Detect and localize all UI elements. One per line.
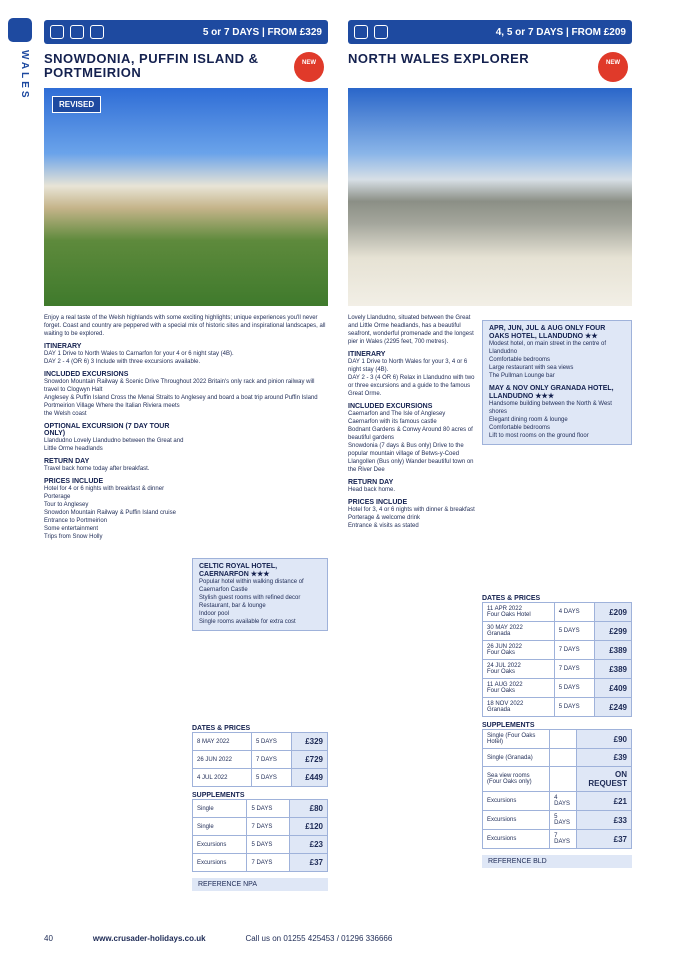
table-row (483, 679, 632, 698)
days-cell: 4 DAYS (554, 603, 595, 622)
itinerary-day: DAY 1 Drive to North Wales to Carnarfon for your 4 or 6 night stay (4B). (44, 351, 234, 357)
excursion-item: Portmeirion Village Where the Italian Riviera meets the Welsh coast (44, 403, 180, 417)
page-number: 40 (44, 934, 53, 943)
new-badge: NEW (598, 52, 628, 82)
table-row (483, 767, 632, 792)
hotel-name: MAY & NOV ONLY GRANADA HOTEL, LLANDUDNO ★★★ (489, 385, 614, 400)
hotel-feature: Comfortable bedrooms (489, 425, 551, 431)
price-include-item: Tour to Anglesey (44, 502, 89, 508)
new-badge: NEW (294, 52, 324, 82)
price-include-item: Hotel for 4 or 6 nights with breakfast & dinner (44, 486, 165, 492)
portmeirion-photo (44, 88, 328, 306)
price-cell: £389 (595, 660, 632, 679)
excursion-item: Snowdonia (7 days & Bus only) Drive to the popular mountain village of Betws-y-Coed (348, 443, 464, 457)
hotel-icon (70, 25, 84, 39)
supp-cell: Single (193, 800, 247, 818)
price-cell: £249 (595, 698, 632, 717)
tour-north-wales (348, 20, 632, 865)
supp-cell: Excursions (483, 830, 550, 849)
return-heading: RETURN DAY (44, 458, 90, 465)
table-row (483, 698, 632, 717)
date-cell: 24 JUL 2022 (487, 663, 521, 669)
side-tab-label: WALES (19, 50, 30, 101)
supp-cell: Single (Four Oaks Hotel) (483, 730, 550, 749)
supplements-heading: SUPPLEMENTS (482, 722, 535, 729)
table-row (483, 811, 632, 830)
table-row (483, 830, 632, 849)
supplements-table (192, 799, 328, 872)
website-link[interactable]: www.crusader-holidays.co.uk (92, 934, 206, 943)
days-cell: 5 DAYS (550, 811, 577, 830)
supp-cell: Excursions (193, 836, 247, 854)
tour-snowdonia (44, 20, 328, 888)
hotel-feature: The Pullman Lounge bar (489, 373, 555, 379)
table-row (483, 603, 632, 622)
itinerary-day: DAY 2 - 4 (OR 6) 3 Include with three excursions available. (44, 359, 201, 365)
table-row (483, 730, 632, 749)
hotel-feature: Comfortable bedrooms (489, 357, 551, 363)
section-tab (8, 18, 32, 42)
revised-tag: REVISED (52, 96, 101, 113)
hotel-cell: Four Oaks Hotel (487, 612, 531, 618)
hotel-feature: Large restaurant with sea views (489, 365, 574, 371)
date-cell: 18 NOV 2022 (487, 701, 524, 707)
date-cell: 26 JUN 2022 (487, 644, 523, 650)
supp-cell: Excursions (193, 854, 247, 872)
excursions-heading: INCLUDED EXCURSIONS (44, 371, 129, 378)
reference-code: REFERENCE NPA (192, 878, 328, 891)
prices-heading: PRICES INCLUDE (348, 499, 408, 506)
table-row (193, 800, 328, 818)
price-cell: £120 (289, 818, 327, 836)
intro: Enjoy a real taste of the Welsh highlands with some exciting highlights; unique experiences you'll never forget. Coast and country are peppered with a special mix of historic sites and inspirational landscapes, all waiting to be explored. (44, 315, 326, 337)
days-cell (550, 767, 577, 792)
days-cell (550, 749, 577, 767)
supp-cell: Excursions (483, 792, 550, 811)
days-cell: 5 DAYS (554, 622, 595, 641)
price-include-item: Porterage (44, 494, 71, 500)
page-footer (44, 934, 632, 943)
hotel-cell: Granada (487, 631, 511, 637)
supplements-heading: SUPPLEMENTS (192, 792, 245, 799)
gear-icon (354, 25, 368, 39)
hotel-cell: Four Oaks (487, 669, 516, 675)
from-price: FROM £329 (267, 26, 322, 38)
days-cell: 5 DAYS (247, 800, 289, 818)
excursion-item: Llangollen (Bus only) Wander beautiful town on the River Dee (348, 459, 474, 473)
hotel-feature: Stylish guest rooms with refined decor (199, 595, 301, 601)
excursions-heading: INCLUDED EXCURSIONS (348, 403, 433, 410)
return-heading: RETURN DAY (348, 479, 394, 486)
excursion-item: Anglesey & Puffin Island Cross the Menai Straits to Anglesey and board a boat trip around Puffin Island (44, 395, 318, 401)
intro: Lovely Llandudno, situated between the Great and Little Orme headlands, has a beautiful seafront, wonderful promenade and the longest pier in Wales (2295 feet, 700 metres). (348, 315, 474, 345)
date-cell: 11 APR 2022 (487, 606, 522, 612)
return-text: Travel back home today after breakfast. (44, 466, 150, 472)
price-cell: £329 (292, 733, 328, 751)
hotel-feature: Elegant dining room & lounge (489, 417, 568, 423)
supp-cell: Sea view rooms (Four Oaks only) (483, 767, 550, 792)
excursion-item: Bodnant Gardens & Conwy Around 80 acres of beautiful gardens (348, 427, 473, 441)
llandudno-photo (348, 88, 632, 306)
price-cell: £729 (292, 751, 328, 769)
price-cell: £80 (289, 800, 327, 818)
from-price: FROM £209 (571, 26, 626, 38)
date-cell: 8 MAY 2022 (193, 733, 252, 751)
days-cell: 5 DAYS (554, 679, 595, 698)
excursion-item: Caernarfon and The Isle of Anglesey Caernarfon with its famous castle (348, 411, 446, 425)
hotel-name: CELTIC ROYAL HOTEL, CAERNARFON ★★★ (199, 563, 278, 578)
reference-code: REFERENCE BLD (482, 855, 632, 868)
tour-title: SNOWDONIA, PUFFIN ISLAND & PORTMEIRION (44, 51, 259, 80)
hotel-feature: Handsome building between the North & West shores (489, 401, 612, 415)
table-row (193, 751, 328, 769)
price-cell: £90 (577, 730, 632, 749)
days-cell (550, 730, 577, 749)
dates-table (192, 732, 328, 787)
price-include-item: Entrance to Portmeirion (44, 518, 108, 524)
table-row (483, 641, 632, 660)
price-cell: £21 (577, 792, 632, 811)
boat-icon (374, 25, 388, 39)
hotel-box (482, 320, 632, 445)
days-cell: 7 DAYS (247, 854, 289, 872)
days-cell: 5 DAYS (554, 698, 595, 717)
hotel-cell: Granada (487, 707, 511, 713)
price-cell: £449 (292, 769, 328, 787)
supp-cell: Single (Granada) (483, 749, 550, 767)
duration: 5 or 7 DAYS (202, 26, 260, 38)
table-row (483, 660, 632, 679)
return-text: Head back home. (348, 487, 396, 493)
hotel-cell: Four Oaks (487, 688, 516, 694)
days-cell: 7 DAYS (554, 641, 595, 660)
duration: 4, 5 or 7 DAYS (495, 26, 564, 38)
price-cell: £37 (577, 830, 632, 849)
itinerary-heading: ITINERARY (44, 343, 82, 350)
hotel-name: APR, JUN, JUL & AUG ONLY FOUR OAKS HOTEL, LLANDUDNO ★★ (489, 325, 606, 340)
music-icon (50, 25, 64, 39)
table-row (193, 854, 328, 872)
price-include-item: Porterage & welcome drink (348, 515, 421, 521)
prices-heading: PRICES INCLUDE (44, 478, 104, 485)
price-cell: £37 (289, 854, 327, 872)
table-row (483, 792, 632, 811)
supp-cell: Single (193, 818, 247, 836)
optional-heading: OPTIONAL EXCURSION (7 DAY TOUR ONLY) (44, 423, 170, 437)
supp-cell: Excursions (483, 811, 550, 830)
days-cell: 7 DAYS (247, 818, 289, 836)
duration-bar: 4, 5 or 7 DAYS | FROM £209 (348, 20, 632, 44)
date-cell: 26 JUN 2022 (193, 751, 252, 769)
days-cell: 7 DAYS (550, 830, 577, 849)
days-cell: 5 DAYS (252, 733, 292, 751)
price-cell: ON REQUEST (577, 767, 632, 792)
table-row (193, 818, 328, 836)
price-cell: £209 (595, 603, 632, 622)
table-row (193, 769, 328, 787)
dates-heading: DATES & PRICES (482, 595, 541, 602)
table-row (193, 733, 328, 751)
supplements-table (482, 729, 632, 849)
duration-bar: 5 or 7 DAYS | FROM £329 (44, 20, 328, 44)
price-cell: £23 (289, 836, 327, 854)
price-include-item: Some entertainment (44, 526, 99, 532)
excursion-item: Snowdon Mountain Railway & Scenic Drive Throughout 2022 Britain's only rack and pinion railway will travel to Clogwyn Halt (44, 379, 315, 393)
phone-line: Call us on 01255 425453 / 01296 336666 (245, 934, 393, 943)
price-include-item: Hotel for 3, 4 or 6 nights with dinner & breakfast (348, 507, 475, 513)
days-cell: 4 DAYS (550, 792, 577, 811)
dates-table (482, 602, 632, 717)
table-row (193, 836, 328, 854)
date-cell: 4 JUL 2022 (193, 769, 252, 787)
days-cell: 5 DAYS (252, 769, 292, 787)
days-cell: 7 DAYS (554, 660, 595, 679)
hotel-feature: Restaurant, bar & lounge (199, 603, 266, 609)
price-cell: £389 (595, 641, 632, 660)
price-include-item: Entrance & visits as stated (348, 523, 419, 529)
itinerary-day: DAY 1 Drive to North Wales for your 3, 4 or 6 night stay (4B). (348, 359, 468, 373)
date-cell: 30 MAY 2022 (487, 625, 523, 631)
price-cell: £409 (595, 679, 632, 698)
date-cell: 11 AUG 2022 (487, 682, 523, 688)
days-cell: 7 DAYS (252, 751, 292, 769)
table-row (483, 749, 632, 767)
table-row (483, 622, 632, 641)
price-include-item: Snowdon Mountain Railway & Puffin Island cruise (44, 510, 176, 516)
hotel-feature: Single rooms available for extra cost (199, 619, 296, 625)
itinerary-heading: ITINERARY (348, 351, 386, 358)
itinerary-day: DAY 2 - 3 (4 OR 6) Relax in Llandudno with two or three excursions and a guide to the famous Great Orme. (348, 375, 475, 397)
hotel-feature: Lift to most rooms on the ground floor (489, 433, 589, 439)
price-cell: £33 (577, 811, 632, 830)
hotel-cell: Four Oaks (487, 650, 516, 656)
hotel-box (192, 558, 328, 631)
tour-title: NORTH WALES EXPLORER (348, 51, 530, 66)
hotel-feature: Modest hotel, on main street in the centre of Llandudno (489, 341, 607, 355)
hotel-feature: Indoor pool (199, 611, 230, 617)
days-cell: 5 DAYS (247, 836, 289, 854)
optional-item: Llandudno Lovely Llandudno between the Great and Little Orme headlands (44, 438, 184, 452)
price-cell: £299 (595, 622, 632, 641)
hotel-feature: Popular hotel within walking distance of Caernarfon Castle (199, 579, 304, 593)
dates-heading: DATES & PRICES (192, 725, 251, 732)
boat-icon (90, 25, 104, 39)
price-cell: £39 (577, 749, 632, 767)
price-include-item: Trips from Snow Holly (44, 534, 103, 540)
